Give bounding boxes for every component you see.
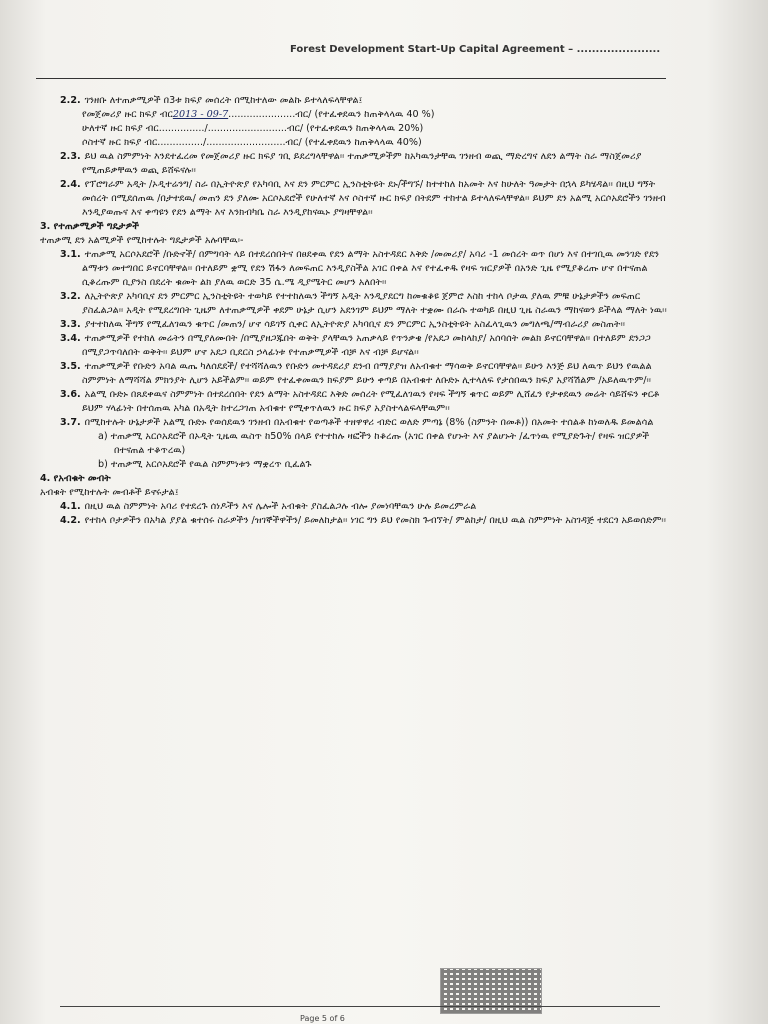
clause-3-7-a: a) ተጠቃሚ አርሶአደሮች በኦዲት ጊዜዉ ዉስጥ ከ50% በላይ የተተከሉ ዛፎችን ከቆረጡ (አገር በቀል የሆኑት እና ያልሆኑት /ፈጥነዉ የሚያድጉት/ የዛፍ ዝርያዎች በተናጠል ተቆጥረዉ) bbox=[98, 431, 650, 456]
footer-divider bbox=[60, 1006, 660, 1007]
clause-number: 3.7. bbox=[60, 417, 81, 428]
clause-text: ተጠቃሚዎች የቡድን አባል ዉጤ ካለሰደደች/ የተሻሻለዉን የቡድን መተዳደሪያ ደንብ በማያያዝ ለአብቁተ ማሳወቅ ይኖርባቸዋል፡፡ ይሁን እንጅ ይህ ለዉጥ ይህን የዉልል ስምምነት ለማሻሻል ምክንያት ሊሆን አይችልም፡፡ ወይም የተፈቀመዉን ክፍያም ይሁን ቀጣይ በአብቁተ ለቡድኑ ሊተላለፍ የታሰበዉን ክፍያ አያሻሽልም /አይለዉጥም/፡፡ bbox=[82, 361, 652, 386]
clause-text: የፕሮግራም አዲት /ኦዲተሬንግ/ ስራ በኢትዮጵያ የአካባቢ እና ደን ምርምር ኢንስቲትዩት ደኑ/ችግኙ/ ከተተከለ ከአመት እና ከሁለት ዓመታት በኋላ ይካሄዳል፡፡ በዚህ ግኝት መሰረት በሚደሰጠዉ /በታተደዉ/ መጠን ደን ያለሙ አርሶአደሮች የሁለተኛ እና ሶስተኛ ዙር ክፍያ በትደም ተከተል ይተላለፍላቸዋል፡፡ ይህም ደን አልሚ አርሶአደሮችን ገንዘብ እንዲያወጡና እና ቀጣዩን የደን ልማት እና እንክብካቤ ስራ እንዲያከናዉኑ ያግዛቸዋል፡፡ bbox=[82, 179, 666, 218]
page-label: Page 5 of 6 bbox=[300, 1014, 345, 1023]
clause-text: ገንዘቡ ለተጠቃሚዎች በ3ቱ ክፍያ መሰረት በሚከተለው መልኩ ይተላለፍላቸዋል፤ bbox=[84, 95, 363, 106]
clause-number: 3.3. bbox=[60, 319, 81, 330]
payment-line-2: ሁለተኛ ዙር ክፍያ ብር.............../..........................ብር/ (የተፈቀደዉን ከጠቅላላዉ 20%) bbox=[82, 123, 424, 134]
clause-number: 3.6. bbox=[60, 389, 81, 400]
clause-number: 2.2. bbox=[60, 95, 81, 106]
document-body bbox=[38, 94, 678, 528]
clause-text: የተከላ ቦታዎችን በአካል ያያል ቁተሰሩ ስራዎችን /ዝገኞችዋችን/ ይመለከታል፡፡ ነገር ግን ይህ የመስክ ጉብኘት/ ምልከታ/ በዚህ ዉል ስምምነት አስገዳጅ ተደርጎ አይወሰድም፡፡ bbox=[84, 515, 666, 526]
clause-number: 3.1. bbox=[60, 249, 81, 260]
section-4-heading: 4. የአብቁት መብት bbox=[40, 473, 111, 484]
clause-3-6 bbox=[60, 388, 678, 416]
clause-4-1 bbox=[60, 500, 678, 514]
section-3-heading: 3. የተጠቃሚዎች ግዴታዎች bbox=[40, 221, 140, 232]
clause-text: በዚህ ዉል ስምምነት አባሪ የተደረጉ ሰነዶችን እና ሌሎች አብቁት ያስፈልጋሉ ብሎ ያመነባቸዉን ሁሉ ይመረምራል bbox=[84, 501, 477, 512]
clause-number: 3.2. bbox=[60, 291, 81, 302]
clause-3-7-b: b) ተጠቃሚ አርሶአደሮች የዉል ስምምነቱን ማቋረጥ ቢፈልጉ bbox=[98, 459, 312, 470]
clause-number: 2.3. bbox=[60, 151, 81, 162]
clause-text: በሚከተሉት ሁኔታዎች አልሚ ቡድኑ የወሰደዉን ገንዘብ በአብቁተ የወጣቶች ተዘዋዋሪ ብድር ወለድ ምጣኔ (8% (ስምንት በመቶ)) በአመት ተሰልቶ ከነወለዱ ይመልሳል bbox=[84, 417, 654, 428]
payment-label-1: የመጀመሪያ ዙር ክፍያ ብር bbox=[82, 109, 173, 120]
clause-3-7 bbox=[60, 416, 678, 430]
clause-3-1 bbox=[60, 248, 678, 290]
clause-4-2 bbox=[60, 514, 678, 528]
clause-3-2 bbox=[60, 290, 678, 318]
clause-2-2 bbox=[60, 94, 678, 108]
clause-2-3 bbox=[60, 150, 678, 178]
clause-3-4 bbox=[60, 332, 678, 360]
header-title: Forest Development Start-Up Capital Agreement – ...................... bbox=[290, 44, 661, 55]
clause-2-4 bbox=[60, 178, 678, 220]
clause-text: ያተተከለዉ ችግኝ የሚፈለገዉን ቁጥር /መጠን/ ሆኖ ሳይገኝ ሲቀር ለኢትዮጵያ አካባቢና ደን ምርምር ኢንስቲትዩት አስፈላጊዉን መግለጫ/ማብራሪያ መስጠት፡፡ bbox=[84, 319, 626, 330]
clause-number: 3.4. bbox=[60, 333, 81, 344]
section-4-intro: አብቁት የሚከተሉት መብቶች ይኖሩታል፤ bbox=[40, 487, 179, 498]
handwritten-date: 2013 - 09-7 bbox=[172, 109, 229, 120]
clause-text: አልሚ ቡድኑ በጸደቀዉና ስምምነት በተደረሰበት የደን ልማት አስተዳደር እቅድ መሰረት የሚፈለገዉን የዛፍ ችግኝ ቁጥር ወይም ሊሸፈን የታቀደዉን መሬት ሳይሸፍን ቀርቶ ይህም ሃላፊነት በተሰጠዉ አካል በአዲት ከተረጋገጠ አብቁተ የሚቀጥለዉን ዙር ክፍያ አያስተላልፍላቸዉም፡፡ bbox=[82, 389, 660, 414]
clause-3-5 bbox=[60, 360, 678, 388]
qr-code bbox=[440, 968, 542, 1014]
section-3-intro: ተጠቃሚ ደን አልሚዎች የሚከተሉት ግዴታዎች አሉባቸዉ፡- bbox=[40, 235, 244, 246]
clause-3-3 bbox=[60, 318, 678, 332]
header-divider bbox=[36, 78, 666, 79]
clause-text: ለኢትዮጵያ አካባቢና ደን ምርምር ኢንስቲትዩት ተወካይ የተተከለዉን ችግኝ አዲት እንዲያደርግ ከመቁቆዩ ጀምሮ እስከ ተከላ ቦታዉ ያለዉ ምቹ ሁኔታዎችን መፍጠር ያስፈልጋል፡፡ አዲት የሚደረግበት ጊዜም ለተጠቃሚዎች ቀደም ሁኔታ ሲሆን አደንገም ይህም ማለት ተቋሙ በራሱ ተወካይ በዚህ ጊዜ ስራዉን ማከናወን ይችላል ማለት ነዉ፡፡ bbox=[82, 291, 667, 316]
payment-line-3: ሶስተኛ ዙር ክፍያ ብር.............../..........................ብር/ (የተፈቀደዉን ከጠቅላላዉ 40%) bbox=[82, 137, 422, 148]
clause-text: ተጠቃሚ አርሶአደሮች /ቡድኖች/ በምግባት ላይ በተደረሰበትና በፀደቀዉ የደን ልማት አስተዳደር እቅድ /መመሪያ/ አባሪ -1 መሰረት ወጥ በሆነ እና በተገቢዉ መንገድ የደን ልማቱን መተግበር ይኖርባቸዋል፡፡ በተለይም ቋሚ የደን ሽፋን ለመፍጠር እንዲያስችል አገር በቀል እና የተፈቀዱ የዛፍ ዝርያዎች በአንድ ጊዜ የሚያቆረጡ ሆኖ በተናጠል ሲቆረጡም ቢያንስ በደረት ቁመት ልክ ያለዉ ወርድ 35 ሴ.ሜ ዲያሜትር መሆን አለበት፡፡ bbox=[82, 249, 660, 288]
clause-number: 2.4. bbox=[60, 179, 81, 190]
payment-line-1 bbox=[82, 108, 678, 122]
clause-number: 4.2. bbox=[60, 515, 81, 526]
clause-number: 3.5. bbox=[60, 361, 81, 372]
clause-number: 4.1. bbox=[60, 501, 81, 512]
payment-tail-1: ......................ብር/ (የተፈቀደዉን ከጠቅላላዉ 40 %) bbox=[228, 109, 435, 120]
clause-text: ተጠቃሚዎች የተከለ መሬትን በሚያለሙበት /በሚያዘጋጁበት ወቅት ያላቸዉን አጠቃላይ የጥንቃቄ /የአደጋ መከላከያ/ አሰባሰት መልክ ይኖርባቸዋል፡፡ በተለይም ደንጋጋ በሚያጋጥባለበት ወቅት፡፡ ይህም ሆኖ አደጋ ቢደርስ ኃላፊነቱ የተጠቃሚዎች ብቻ እና ብቻ ይሆናል፡፡ bbox=[82, 333, 651, 358]
clause-text: ይህ ዉል ስምምነት እንደተፈረመ የመጀመሪያ ዙር ክፍያ ገቢ ይደረግላቸዋል፡፡ ተጠቃሚዎችም ከአካዉንታቸዉ ገንዘብ ወጪ ማድረግና ለደን ልማት ስራ ማስጀመሪያ የሚጠይቃቸዉን ወጪ ይሸፍናሉ፡፡ bbox=[82, 151, 642, 176]
